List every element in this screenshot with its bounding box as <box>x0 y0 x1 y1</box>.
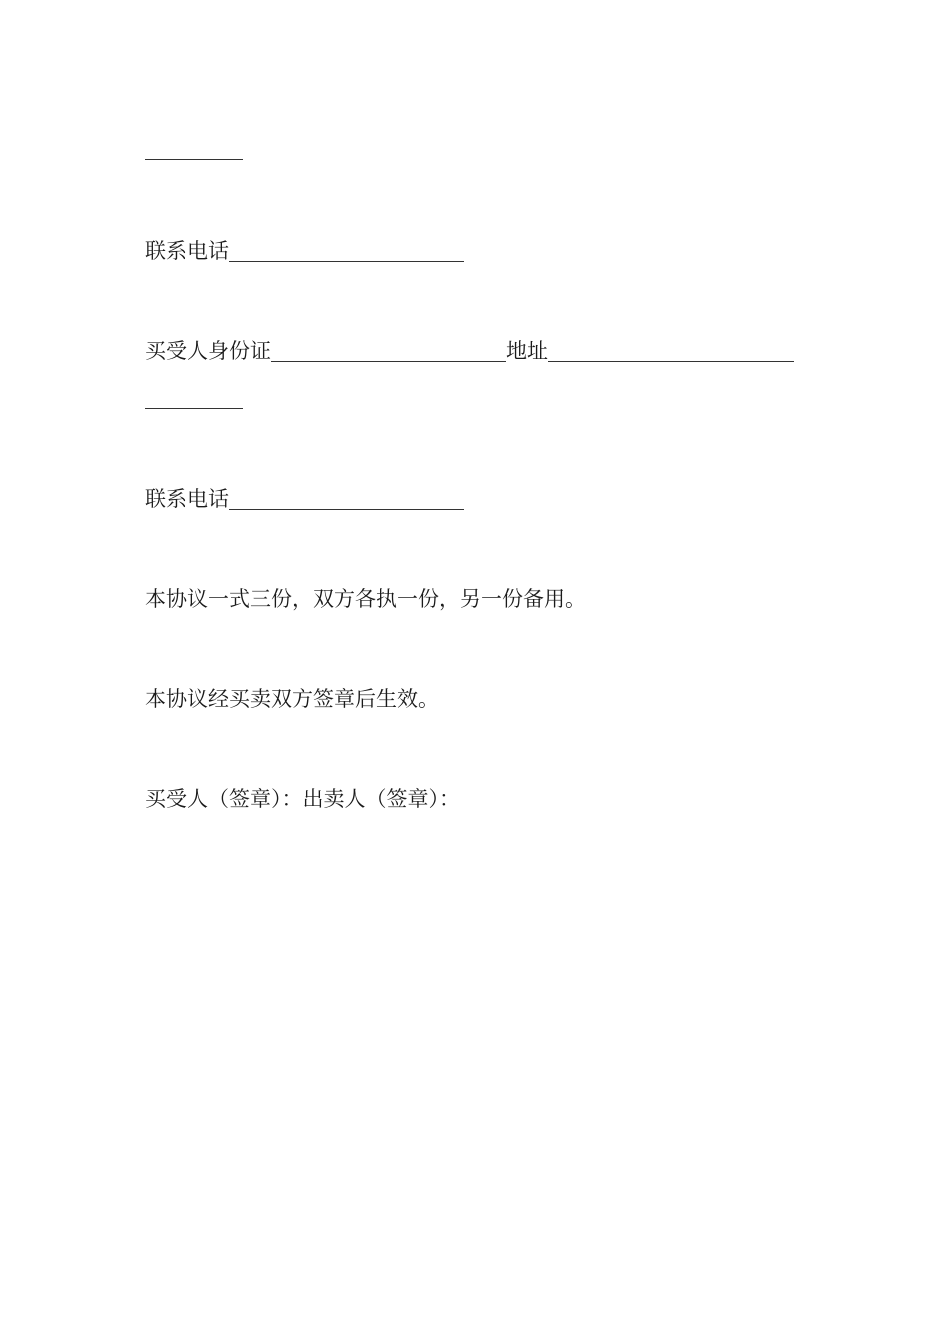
buyer-id-blank <box>271 339 506 362</box>
buyer-id-row <box>145 336 794 366</box>
address-label: 地址 <box>506 339 548 363</box>
phone-label: 联系电话 <box>145 239 229 263</box>
seller-phone-row <box>145 236 464 266</box>
phone-blank <box>229 239 464 262</box>
address-blank <box>548 339 794 362</box>
copies-clause-text: 本协议一式三份，双方各执一份，另一份备用。 <box>145 587 586 611</box>
address-continuation-blank-2 <box>145 407 243 409</box>
phone-blank <box>229 487 464 510</box>
phone-label: 联系电话 <box>145 487 229 511</box>
address-continuation-blank-1 <box>145 158 243 160</box>
copies-clause <box>145 584 586 614</box>
buyer-phone-row <box>145 484 464 514</box>
effective-clause <box>145 684 439 714</box>
signature-text: 买受人（签章）：出卖人（签章）： <box>145 787 460 811</box>
buyer-id-label: 买受人身份证 <box>145 339 271 363</box>
signature-row <box>145 784 460 814</box>
effective-clause-text: 本协议经买卖双方签章后生效。 <box>145 687 439 711</box>
